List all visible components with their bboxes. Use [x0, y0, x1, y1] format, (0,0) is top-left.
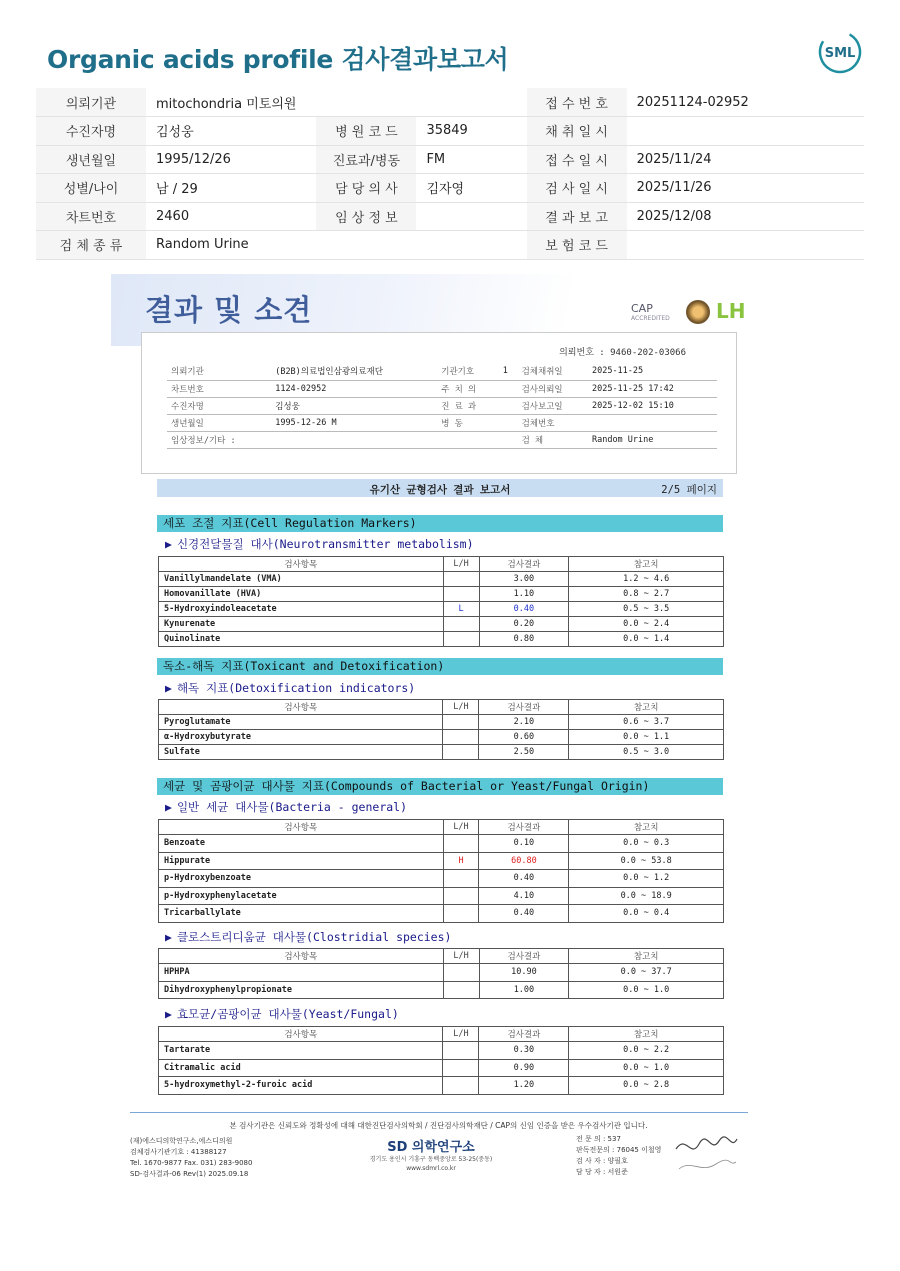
column-header: L/H: [443, 949, 479, 964]
header-value: 김성웅: [271, 397, 437, 414]
header-value: (B2B)의료법인삼광의료재단: [271, 363, 437, 380]
reference-range: 0.0 ~ 1.2: [569, 870, 724, 888]
section-header: 독소-해독 지표(Toxicant and Detoxification): [157, 658, 723, 675]
info-value: 2025/11/26: [627, 174, 864, 203]
flag-cell: [443, 745, 479, 760]
reference-range: 0.6 ~ 3.7: [569, 715, 724, 730]
column-header: 검사항목: [159, 557, 444, 572]
analyte-name: p-Hydroxybenzoate: [159, 870, 444, 888]
header-value: 2025-11-25 17:42: [588, 380, 717, 397]
table-row: [159, 1059, 724, 1077]
column-header: 참고치: [569, 557, 724, 572]
result-value: 0.40: [479, 602, 569, 617]
flag-cell: [443, 572, 479, 587]
info-label: 성별/나이: [36, 174, 146, 203]
reference-range: 0.0 ~ 1.1: [569, 730, 724, 745]
column-header: L/H: [443, 700, 479, 715]
reference-range: 0.0 ~ 0.4: [569, 905, 724, 923]
flag-cell: [443, 905, 479, 923]
analyte-name: Citramalic acid: [159, 1059, 443, 1077]
table-row: [159, 745, 724, 760]
flag-cell: [443, 1059, 479, 1077]
flag-cell: [443, 1042, 479, 1060]
result-value: 1.20: [479, 1077, 569, 1095]
column-header: 참고치: [569, 949, 724, 964]
reference-range: 0.0 ~ 0.3: [569, 835, 724, 853]
column-header: 참고치: [569, 700, 724, 715]
column-header: L/H: [443, 820, 479, 835]
info-value: [416, 202, 526, 231]
subsection-title: ▶ 클로스트리디움균 대사물(Clostridial species): [165, 930, 452, 944]
info-label: 결 과 보 고: [527, 202, 627, 231]
result-value: 4.10: [479, 887, 569, 905]
header-value: [499, 431, 518, 448]
footer-divider: [130, 1112, 748, 1113]
subsection-title: ▶ 효모균/곰팡이균 대사물(Yeast/Fungal): [165, 1007, 399, 1021]
reference-range: 0.0 ~ 1.4: [569, 632, 724, 647]
table-row: [159, 730, 724, 745]
header-value: 2025-11-25: [588, 363, 717, 380]
reference-range: 0.0 ~ 1.0: [569, 981, 724, 999]
info-value: 2025/12/08: [627, 202, 864, 231]
header-value: [588, 414, 717, 431]
flag-cell: [443, 617, 479, 632]
result-document: [111, 274, 766, 1194]
analyte-name: Tartarate: [159, 1042, 443, 1060]
table-row: [159, 602, 724, 617]
analyte-name: 5-hydroxymethyl-2-furoic acid: [159, 1077, 443, 1095]
report-title-bar: [157, 479, 723, 497]
column-header: 참고치: [569, 820, 724, 835]
reference-range: 1.2 ~ 4.6: [569, 572, 724, 587]
info-value: 35849: [416, 117, 526, 146]
header-label: 의뢰기관: [167, 363, 271, 380]
reference-range: 0.0 ~ 2.4: [569, 617, 724, 632]
reference-range: 0.5 ~ 3.5: [569, 602, 724, 617]
report-title: 유기산 균형검사 결과 보고서: [369, 484, 511, 496]
info-label: 진료과/병동: [316, 145, 416, 174]
certification-text: 본 검사기관은 신뢰도와 정확성에 대해 대한진단검사의학회 / 진단검사의학재단 / CAP의 신임 인증을 받은 우수검사기관 입니다.: [229, 1121, 648, 1130]
header-value: 1124-02952: [271, 380, 437, 397]
signature: [671, 1129, 741, 1179]
info-row: [36, 117, 864, 146]
result-table: [158, 556, 724, 647]
lh-logo: LH: [716, 299, 746, 323]
info-value: 2025/11/24: [627, 145, 864, 174]
result-value: 0.30: [479, 1042, 569, 1060]
request-number: 의뢰번호 : 9460-202-03066: [559, 348, 686, 358]
info-value: [627, 231, 864, 260]
table-row: [159, 617, 724, 632]
table-row: [159, 572, 724, 587]
table-row: [159, 887, 724, 905]
result-table: [158, 1026, 724, 1095]
header-label: 검사의뢰일: [518, 380, 588, 397]
info-value: 1995/12/26: [146, 145, 316, 174]
header-value: 1995-12-26 M: [271, 414, 437, 431]
cap-logo: CAP ACCREDITED: [631, 302, 670, 322]
flag-cell: [443, 981, 479, 999]
reference-range: 0.0 ~ 1.0: [569, 1059, 724, 1077]
section-header: 세균 및 곰팡이균 대사물 지표(Compounds of Bacterial or Yeast/Fungal Origin): [157, 778, 723, 795]
analyte-name: p-Hydroxyphenylacetate: [159, 887, 444, 905]
reference-range: 0.0 ~ 37.7: [569, 964, 724, 982]
info-value: 김성웅: [146, 117, 316, 146]
header-value: 2025-12-02 15:10: [588, 397, 717, 414]
info-value: Random Urine: [146, 231, 527, 260]
column-header: 검사결과: [479, 820, 569, 835]
analyte-name: Kynurenate: [159, 617, 444, 632]
header-label: 기관기호: [437, 363, 499, 380]
column-header: 검사결과: [479, 700, 569, 715]
analyte-name: Vanillylmandelate (VMA): [159, 572, 444, 587]
flag-cell: [443, 964, 479, 982]
result-value: 60.80: [479, 852, 569, 870]
table-row: [159, 715, 724, 730]
column-header: 검사결과: [479, 949, 569, 964]
subsection-title: ▶ 신경전달물질 대사(Neurotransmitter metabolism): [165, 537, 474, 551]
info-label: 차트번호: [36, 202, 146, 231]
flag-cell: [443, 870, 479, 888]
analyte-name: Sulfate: [159, 745, 443, 760]
flag-cell: [443, 730, 479, 745]
info-value: [627, 117, 864, 146]
analyte-name: Dihydroxyphenylpropionate: [159, 981, 444, 999]
header-label: 주 치 의: [437, 380, 499, 397]
info-row: [36, 202, 864, 231]
reference-range: 0.0 ~ 18.9: [569, 887, 724, 905]
info-label: 보 험 코 드: [527, 231, 627, 260]
result-value: 0.40: [479, 905, 569, 923]
table-row: [159, 1042, 724, 1060]
doc-header-table: [167, 363, 717, 449]
flag-cell: [443, 887, 479, 905]
society-seal-icon: [686, 300, 710, 324]
header-label: 임상정보/기타 :: [167, 431, 271, 448]
header-label: 검사보고일: [518, 397, 588, 414]
sml-logo: [818, 30, 862, 74]
table-row: [159, 1077, 724, 1095]
analyte-name: Homovanillate (HVA): [159, 587, 444, 602]
table-row: [159, 835, 724, 853]
info-label: 병 원 코 드: [316, 117, 416, 146]
info-value: 김자영: [416, 174, 526, 203]
info-label: 담 당 의 사: [316, 174, 416, 203]
table-row: [159, 587, 724, 602]
info-label: 접 수 번 호: [527, 88, 627, 117]
header-label: 진 료 과: [437, 397, 499, 414]
header-value: [271, 431, 437, 448]
section-header: 세포 조절 지표(Cell Regulation Markers): [157, 515, 723, 532]
header-value: Random Urine: [588, 431, 717, 448]
subsection-title: ▶ 해독 지표(Detoxification indicators): [165, 681, 416, 695]
analyte-name: α-Hydroxybutyrate: [159, 730, 443, 745]
flag-cell: L: [443, 602, 479, 617]
table-row: [159, 905, 724, 923]
table-row: [159, 870, 724, 888]
column-header: L/H: [443, 557, 479, 572]
info-label: 생년월일: [36, 145, 146, 174]
table-row: [159, 852, 724, 870]
info-value: mitochondria 미토의원: [146, 88, 527, 117]
flag-cell: H: [443, 852, 479, 870]
info-row: [36, 145, 864, 174]
table-row: [159, 964, 724, 982]
result-value: 0.20: [479, 617, 569, 632]
result-value: 0.90: [479, 1059, 569, 1077]
reference-range: 0.0 ~ 2.2: [569, 1042, 724, 1060]
page-indicator: 2/5 페이지: [661, 484, 717, 496]
svg-text:SML: SML: [824, 46, 856, 61]
column-header: 검사결과: [479, 557, 569, 572]
table-row: [159, 632, 724, 647]
result-value: 10.90: [479, 964, 569, 982]
result-table: [158, 819, 724, 923]
doc-title: 결과 및 소견: [145, 293, 313, 327]
flag-cell: [443, 587, 479, 602]
table-row: [159, 981, 724, 999]
result-value: 2.10: [479, 715, 569, 730]
header-label: 차트번호: [167, 380, 271, 397]
header-value: 1: [499, 363, 518, 380]
result-value: 0.60: [479, 730, 569, 745]
header-value: [499, 397, 518, 414]
header-value: [499, 380, 518, 397]
info-label: 채 취 일 시: [527, 117, 627, 146]
reference-range: 0.5 ~ 3.0: [569, 745, 724, 760]
header-label: 검체번호: [518, 414, 588, 431]
result-table: [158, 948, 724, 999]
analyte-name: Pyroglutamate: [159, 715, 443, 730]
result-value: 0.10: [479, 835, 569, 853]
doc-header-box: [141, 332, 737, 474]
result-value: 0.40: [479, 870, 569, 888]
lab-contact: (재)에스디의학연구소,에스디의원 검체검사기관기호 : 41388127 Tel. 1670-9877 Fax. 031) 283-9080 SD-검사결과-06 Rev(1) 2025.09.18: [130, 1137, 253, 1178]
info-value: 남 / 29: [146, 174, 316, 203]
info-label: 접 수 일 시: [527, 145, 627, 174]
info-label: 임 상 정 보: [316, 202, 416, 231]
result-table: [158, 699, 724, 760]
info-row: [36, 88, 864, 117]
result-value: 0.80: [479, 632, 569, 647]
column-header: 검사항목: [159, 820, 444, 835]
info-value: 20251124-02952: [627, 88, 864, 117]
info-row: [36, 231, 864, 260]
header-label: 수진자명: [167, 397, 271, 414]
flag-cell: [443, 1077, 479, 1095]
header-label: 병 동: [437, 414, 499, 431]
column-header: 참고치: [569, 1027, 724, 1042]
header-label: [437, 431, 499, 448]
flag-cell: [443, 632, 479, 647]
result-value: 1.00: [479, 981, 569, 999]
info-value: 2460: [146, 202, 316, 231]
column-header: 검사항목: [159, 1027, 443, 1042]
analyte-name: Tricarballylate: [159, 905, 444, 923]
info-label: 검 체 종 류: [36, 231, 146, 260]
analyte-name: Hippurate: [159, 852, 444, 870]
flag-cell: [443, 835, 479, 853]
column-header: L/H: [443, 1027, 479, 1042]
reference-range: 0.8 ~ 2.7: [569, 587, 724, 602]
lab-logo: SD 의학연구소 경기도 용인시 기흥구 동백중앙로 53-25(중동) www.sdmrl.co.kr: [369, 1140, 493, 1172]
header-value: [499, 414, 518, 431]
reference-range: 0.0 ~ 53.8: [569, 852, 724, 870]
info-row: [36, 174, 864, 203]
header-label: 검체채취일: [518, 363, 588, 380]
result-value: 2.50: [479, 745, 569, 760]
flag-cell: [443, 715, 479, 730]
signatories: 전 문 의 : 537 판독전문의 : 76045 이철영 검 사 자 : 양필호 담 당 자 : 서원준: [576, 1135, 662, 1176]
info-value: FM: [416, 145, 526, 174]
column-header: 검사항목: [159, 949, 444, 964]
column-header: 검사결과: [479, 1027, 569, 1042]
header-label: 검 체: [518, 431, 588, 448]
result-value: 3.00: [479, 572, 569, 587]
page-title: Organic acids profile 검사결과보고서: [47, 45, 509, 74]
result-value: 1.10: [479, 587, 569, 602]
info-label: 수진자명: [36, 117, 146, 146]
analyte-name: HPHPA: [159, 964, 444, 982]
column-header: 검사항목: [159, 700, 443, 715]
header-label: 생년월일: [167, 414, 271, 431]
patient-info-table: [36, 88, 864, 260]
info-label: 검 사 일 시: [527, 174, 627, 203]
subsection-title: ▶ 일반 세균 대사물(Bacteria - general): [165, 800, 408, 814]
reference-range: 0.0 ~ 2.8: [569, 1077, 724, 1095]
analyte-name: 5-Hydroxyindoleacetate: [159, 602, 444, 617]
analyte-name: Quinolinate: [159, 632, 444, 647]
info-label: 의뢰기관: [36, 88, 146, 117]
analyte-name: Benzoate: [159, 835, 444, 853]
